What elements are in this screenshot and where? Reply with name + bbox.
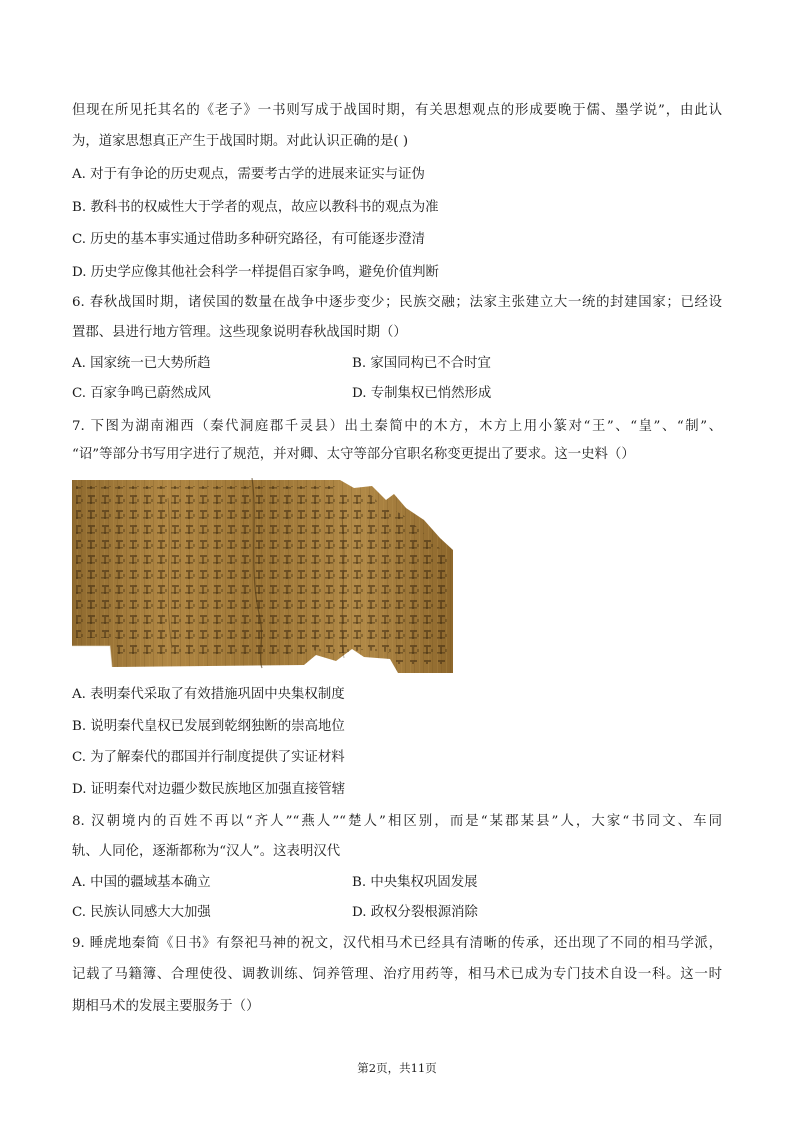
q6-option-a: A. 国家统一已大势所趋 bbox=[72, 356, 211, 371]
q9-stem-line-3: 期相马术的发展主要服务于（） bbox=[72, 999, 260, 1014]
q8-option-a: A. 中国的疆域基本确立 bbox=[72, 875, 211, 890]
q7-option-c: C. 为了解秦代的郡国并行制度提供了实证材料 bbox=[72, 750, 345, 765]
q5-option-d: D. 历史学应像其他社会科学一样提倡百家争鸣，避免价值判断 bbox=[72, 265, 439, 280]
q7-option-a: A. 表明秦代采取了有效措施巩固中央集权制度 bbox=[72, 687, 345, 702]
q8-option-c: C. 民族认同感大大加强 bbox=[72, 905, 211, 920]
q7-option-b: B. 说明秦代皇权已发展到乾纲独断的崇高地位 bbox=[72, 719, 345, 734]
q9-stem-line-2: 记载了马籍簿、合理使役、调教训练、饲养管理、治疗用药等，相马术已成为专门技术自设一科。这一时 bbox=[72, 967, 722, 982]
q8-stem-line-2: 轨、人同伦，逐渐都称为“汉人”。这表明汉代 bbox=[72, 844, 341, 859]
qin-wooden-slip-image bbox=[72, 478, 453, 673]
q5-stem-line-2: 为，道家思想真正产生于战国时期。对此认识正确的是( ) bbox=[72, 134, 409, 149]
q8-option-b: B. 中央集权巩固发展 bbox=[352, 875, 478, 890]
q8-option-d: D. 政权分裂根源消除 bbox=[352, 905, 478, 920]
q7-option-d: D. 证明秦代对边疆少数民族地区加强直接管辖 bbox=[72, 782, 346, 797]
q6-option-c: C. 百家争鸣已蔚然成风 bbox=[72, 386, 211, 401]
q5-stem-line-1: 但现在所见托其名的《老子》一书则写成于战国时期，有关思想观点的形成要晚于儒、墨学说”，由此认 bbox=[72, 103, 722, 118]
q7-stem-line-1: 7. 下图为湖南湘西（秦代洞庭郡千灵县）出土秦简中的木方，木方上用小篆对“王”、“皇”、“制”、 bbox=[72, 419, 722, 434]
page-footer: 第2页，共11页 bbox=[357, 1061, 437, 1075]
q6-option-d: D. 专制集权已悄然形成 bbox=[352, 386, 492, 401]
q6-option-b: B. 家国同构已不合时宜 bbox=[352, 356, 491, 371]
q5-option-a: A. 对于有争论的历史观点，需要考古学的进展来证实与证伪 bbox=[72, 167, 425, 182]
q7-stem-line-2: “诏”等部分书写用字进行了规范，并对卿、太守等部分官职名称变更提出了要求。这一史料（） bbox=[72, 447, 635, 462]
q8-stem-line-1: 8. 汉朝境内的百姓不再以“齐人”“燕人”“楚人”相区别，而是“某郡某县”人，大家“书同文、车同 bbox=[72, 814, 722, 829]
q6-stem-line-1: 6. 春秋战国时期，诸侯国的数量在战争中逐步变少；民族交融；法家主张建立大一统的封建国家；已经设 bbox=[72, 295, 722, 310]
q5-option-c: C. 历史的基本事实通过借助多种研究路径，有可能逐步澄清 bbox=[72, 232, 426, 247]
q5-option-b: B. 教科书的权威性大于学者的观点，故应以教科书的观点为准 bbox=[72, 200, 439, 215]
q9-stem-line-1: 9. 睡虎地秦简《日书》有祭祀马神的祝文，汉代相马术已经具有清晰的传承，还出现了不同的相马学派， bbox=[72, 936, 722, 951]
q6-stem-line-2: 置郡、县进行地方管理。这些现象说明春秋战国时期（） bbox=[72, 325, 407, 340]
